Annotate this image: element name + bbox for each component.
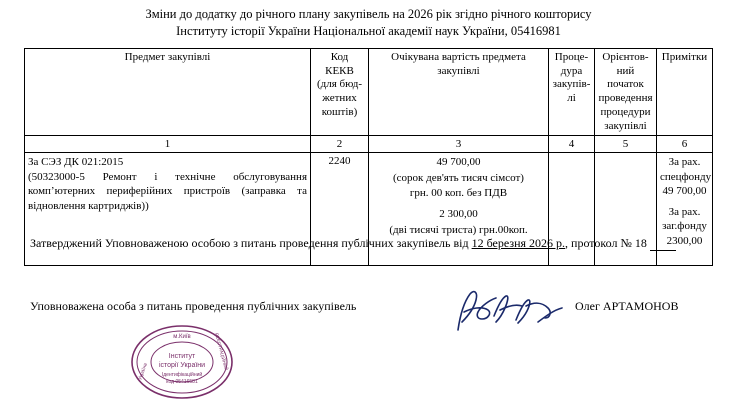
colnum-5: 5 [595,136,657,153]
signatory-name: Олег АРТАМОНОВ [575,299,679,313]
header-procedure: Проце- дура закупів- лі [549,48,595,136]
approval-blank-line [650,238,676,251]
subject-code-title: За СЭЗ ДК 021:2015 [28,156,124,169]
subject-description: (50323000-5 Ремонт і технічне обслуговування комп’ютерних периферійних пристроїв (заправка та відновлення картриджів)) [28,170,307,212]
header-kekv: Код КЕКВ (для бюд- жетних коштів) [311,48,369,136]
svg-text:код 05416581: код 05416581 [166,379,198,385]
header-start-date: Орієнтов- ний початок проведення процедури закупівлі [595,48,657,136]
colnum-4: 4 [549,136,595,153]
round-official-stamp-icon [128,322,236,402]
svg-text:Інститут: Інститут [168,353,196,360]
document-title [0,0,737,40]
handwritten-signature-icon [450,286,570,340]
colnum-2: 2 [311,136,369,153]
svg-text:історії України: історії України [158,362,206,369]
title-line-1: Зміни до додатку до річного плану закупівель на 2026 рік згідно річного кошторису [145,7,592,21]
svg-text:Ідентифікаційний: Ідентифікаційний [161,372,203,378]
amount-line-1: 49 700,00 [436,156,481,169]
svg-text:РЕЄСТРАЦІЙНИЙ: РЕЄСТРАЦІЙНИЙ [214,332,229,371]
svg-text:м.Київ: м.Київ [173,334,191,340]
title-line-2: Інституту історії України Національної академії наук України, 05416981 [176,23,561,38]
amount-line-5: (дві тисячі триста) грн.00коп. [389,223,528,236]
table-header-row [25,48,713,136]
colnum-6: 6 [657,136,713,153]
amount-line-3: грн. 00 коп. без ПДВ [409,187,508,200]
signatory-role: Уповноважена особа з питань проведення публічних закупівель [30,299,357,313]
header-notes: Примітки [657,48,713,136]
approval-prefix: Затверджений Уповноваженою особою з питань проведення публічних закупівель від [30,236,469,250]
notes-group-special-fund: За рах. спецфонду 49 700,00 [660,156,712,197]
approval-date: 12 березня 2026 р. [471,236,566,250]
svg-text:Україна: Україна [137,362,149,381]
cell-kekv: 2240 [311,153,369,266]
notes-group-general-fund: За рах. заг.фонду 2300,00 [662,206,707,247]
colnum-3: 3 [369,136,549,153]
colnum-1: 1 [25,136,311,153]
approval-protocol-number: № 18 [620,236,647,250]
approval-line [30,236,676,251]
procurement-table [24,48,713,267]
table-column-number-row [25,136,713,153]
approval-protocol-label: , протокол [565,236,618,250]
amount-line-2: (сорок дев'ять тисяч сімсот) [393,171,524,184]
amount-line-4: 2 300,00 [439,208,478,221]
header-expected-cost: Очікувана вартість предмета закупівлі [369,48,549,136]
header-subject: Предмет закупівлі [25,48,311,136]
